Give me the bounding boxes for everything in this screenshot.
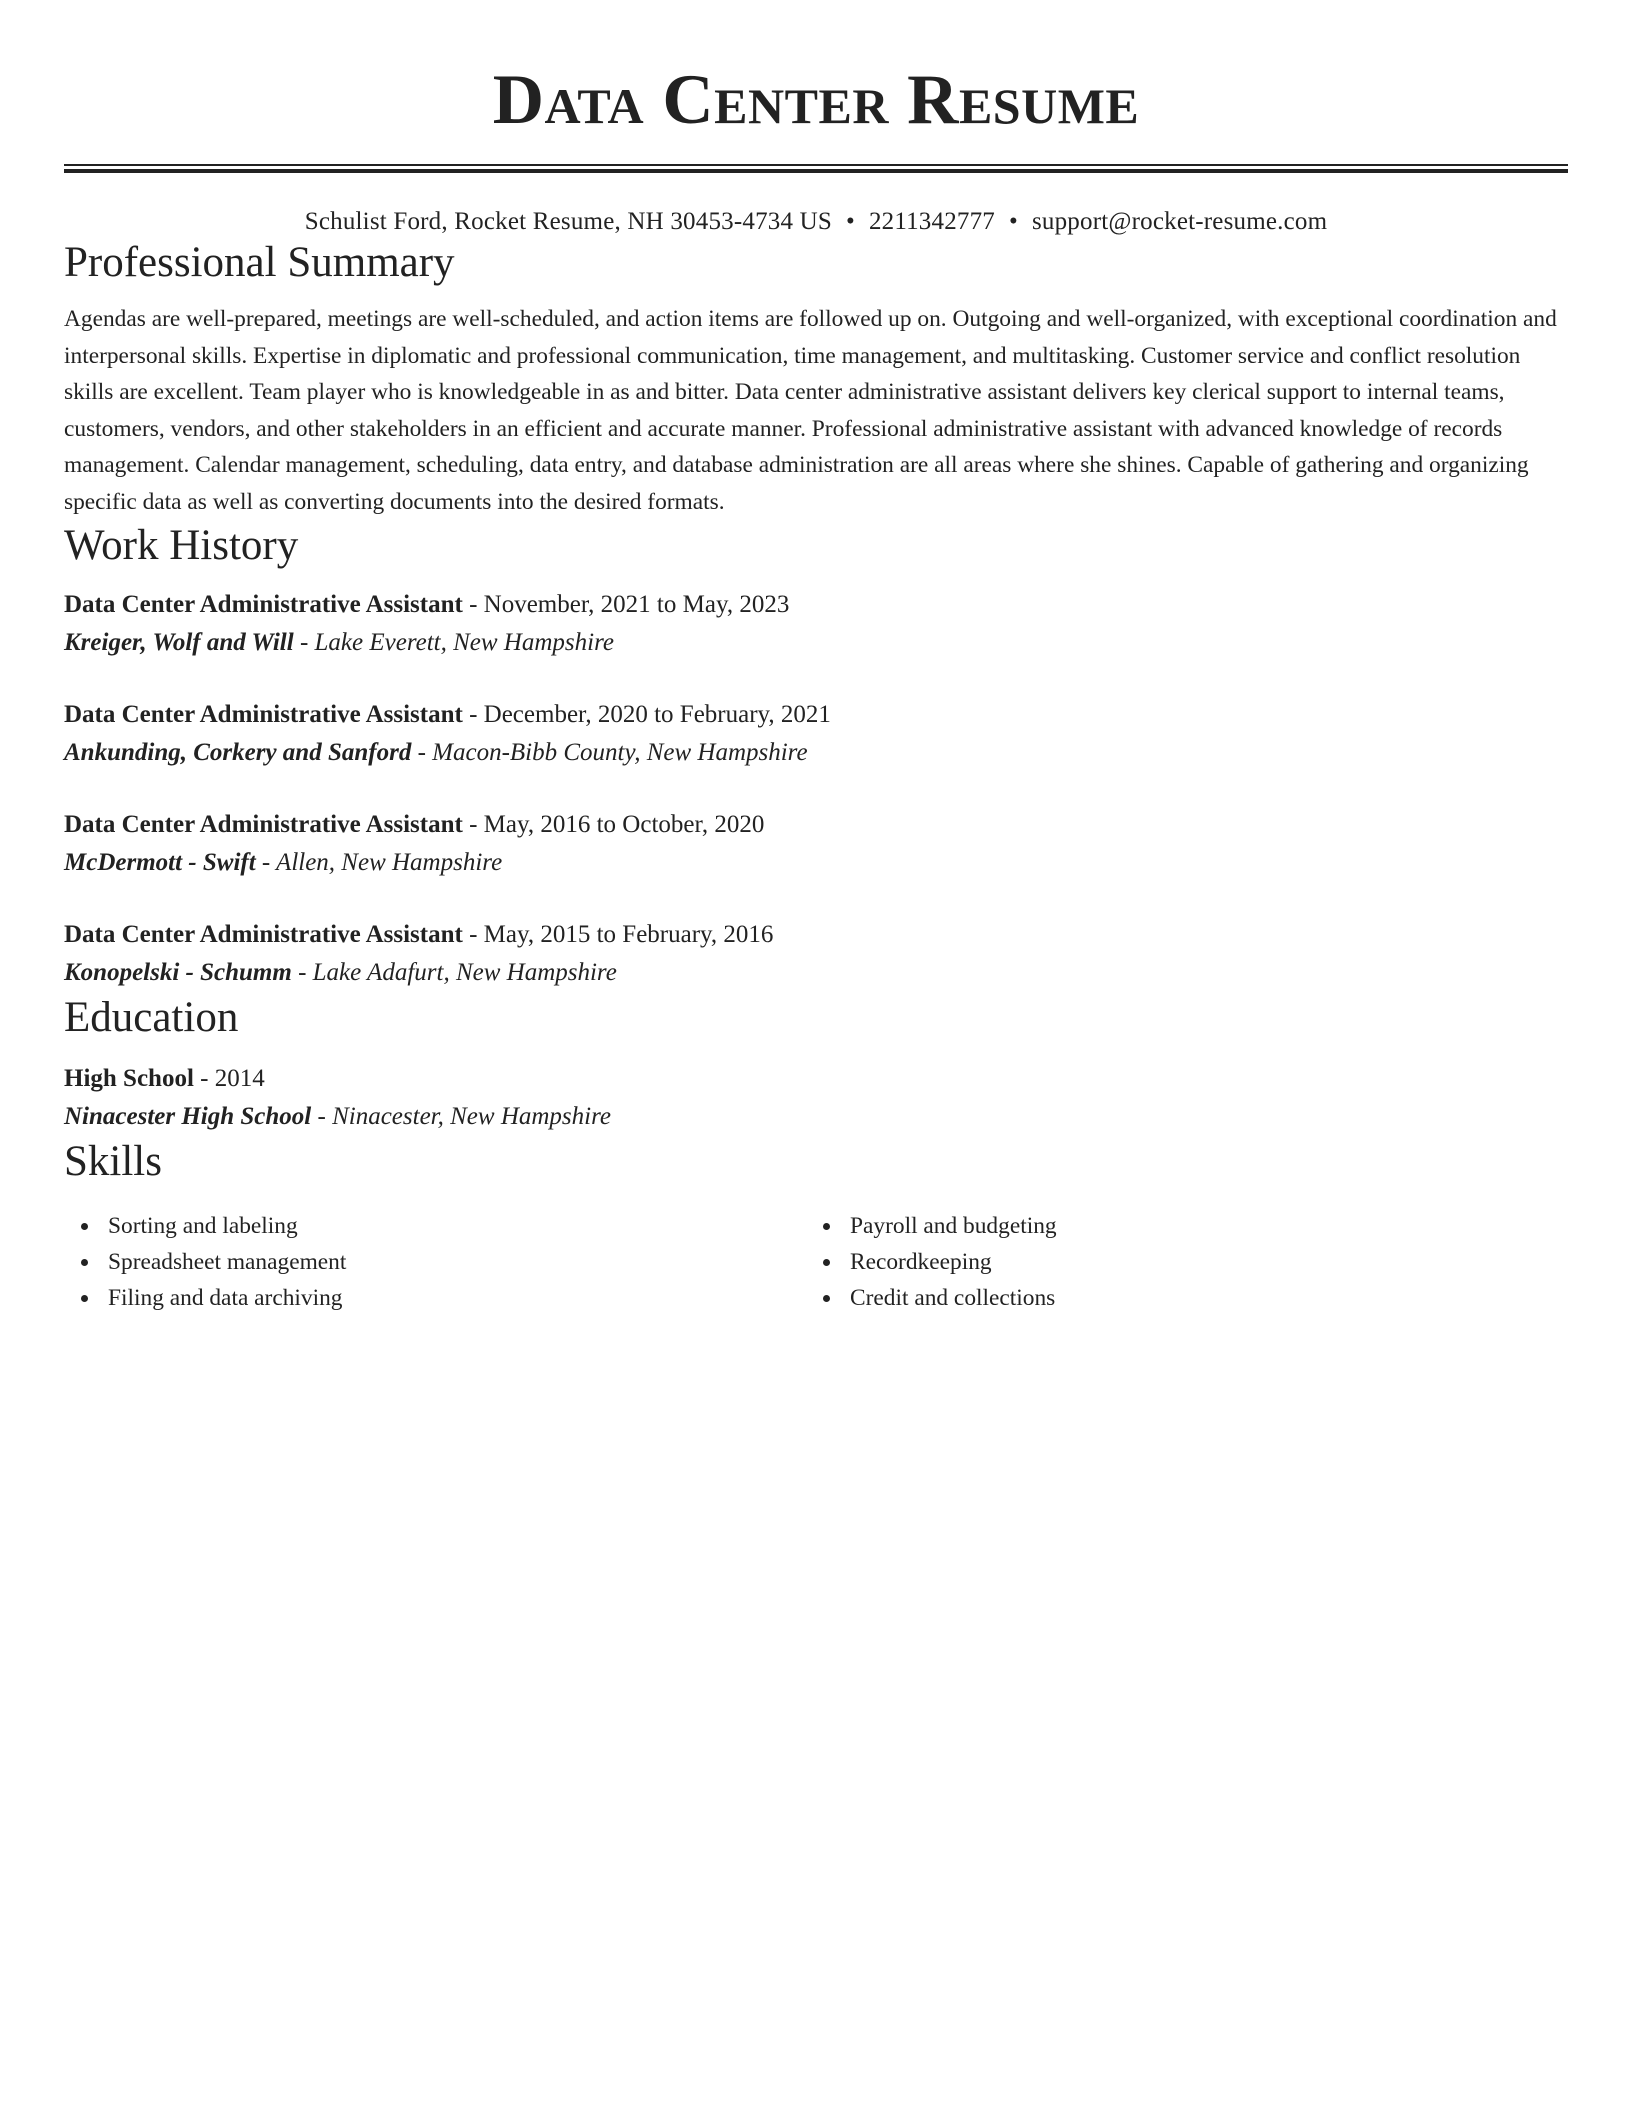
job-role: Data Center Administrative Assistant: [64, 921, 463, 948]
job-location: Lake Adafurt, New Hampshire: [312, 959, 617, 986]
contact-address: Schulist Ford, Rocket Resume, NH 30453-4734 US: [304, 208, 832, 235]
job-employer-line: [64, 624, 1568, 662]
skill-item: Recordkeeping: [806, 1244, 1548, 1280]
contact-line: [64, 207, 1568, 237]
job-dash: -: [255, 849, 277, 876]
job-dates: May, 2016 to October, 2020: [483, 811, 765, 838]
contact-email[interactable]: support@rocket-resume.com: [1031, 208, 1328, 235]
job-entry: [64, 916, 1568, 992]
education-list: [64, 1060, 1568, 1136]
contact-phone: 2211342777: [868, 208, 996, 235]
job-dash: -: [291, 959, 313, 986]
job-entry: [64, 586, 1568, 662]
work-history-heading: Work History: [64, 522, 299, 569]
job-employer-line: [64, 734, 1568, 772]
work-history-list: [64, 586, 1568, 992]
title-divider: [64, 164, 1568, 173]
job-title-line: [64, 586, 1568, 624]
education-degree: High School: [64, 1065, 194, 1092]
contact-separator: •: [845, 208, 855, 235]
job-role: Data Center Administrative Assistant: [64, 591, 463, 618]
job-entry: [64, 806, 1568, 882]
job-dash: -: [293, 629, 315, 656]
skill-item: Filing and data archiving: [64, 1280, 806, 1316]
skill-item: Credit and collections: [806, 1280, 1548, 1316]
skills-column-right: [806, 1208, 1548, 1316]
job-employer-line: [64, 844, 1568, 882]
summary-heading: Professional Summary: [64, 239, 455, 286]
job-role: Data Center Administrative Assistant: [64, 701, 463, 728]
job-employer: Konopelski - Schumm: [64, 959, 292, 986]
contact-separator: •: [1009, 208, 1018, 235]
job-entry: [64, 696, 1568, 772]
job-title-line: [64, 806, 1568, 844]
job-location: Allen, New Hampshire: [276, 849, 503, 876]
job-role: Data Center Administrative Assistant: [64, 811, 463, 838]
job-dash: -: [462, 811, 484, 838]
job-location: Macon-Bibb County, New Hampshire: [432, 739, 808, 766]
education-location: Ninacester, New Hampshire: [332, 1103, 611, 1130]
job-employer: McDermott - Swift: [64, 849, 256, 876]
resume-title: Data Center Resume: [492, 61, 1140, 139]
job-dash: -: [462, 921, 484, 948]
job-employer-line: [64, 954, 1568, 992]
education-entry: [64, 1060, 1568, 1136]
skills-heading: Skills: [64, 1138, 162, 1185]
job-dash: -: [462, 591, 484, 618]
job-dates: December, 2020 to February, 2021: [483, 701, 831, 728]
education-school-line: [64, 1098, 1568, 1136]
skill-item: Payroll and budgeting: [806, 1208, 1548, 1244]
job-dates: May, 2015 to February, 2016: [483, 921, 774, 948]
job-dash: -: [462, 701, 484, 728]
job-title-line: [64, 696, 1568, 734]
education-heading: Education: [64, 994, 239, 1041]
skills-list: [64, 1208, 1568, 1316]
job-location: Lake Everett, New Hampshire: [314, 629, 614, 656]
education-dash: -: [193, 1065, 215, 1092]
job-dates: November, 2021 to May, 2023: [483, 591, 790, 618]
job-employer: Ankunding, Corkery and Sanford: [64, 739, 412, 766]
summary-text: Agendas are well-prepared, meetings are well-scheduled, and action items are followed up on. Outgoing and well-organized, with exceptional coordination and interpersonal skills. Expertise in diplomatic and professional communication, time management, and multitasking. Customer service and conflict resolution skills are excellent. Team player who is knowledgeable in as and bitter. Data center administrative assistant delivers key clerical support to internal teams, customers, vendors, and other stakeholders in an efficient and accurate manner. Professional administrative assistant with advanced knowledge of records management. Calendar management, scheduling, data entry, and database administration are all areas where she shines. Capable of gathering and organizing specific data as well as converting documents into the desired formats.: [64, 306, 1557, 515]
education-school: Ninacester High School: [64, 1103, 312, 1130]
education-year: 2014: [214, 1065, 265, 1092]
education-dash: -: [311, 1103, 333, 1130]
skills-column-left: [64, 1208, 806, 1316]
job-title-line: [64, 916, 1568, 954]
job-employer: Kreiger, Wolf and Will: [64, 629, 294, 656]
job-dash: -: [411, 739, 433, 766]
skill-item: Sorting and labeling: [64, 1208, 806, 1244]
skill-item: Spreadsheet management: [64, 1244, 806, 1280]
education-degree-line: [64, 1060, 1568, 1098]
